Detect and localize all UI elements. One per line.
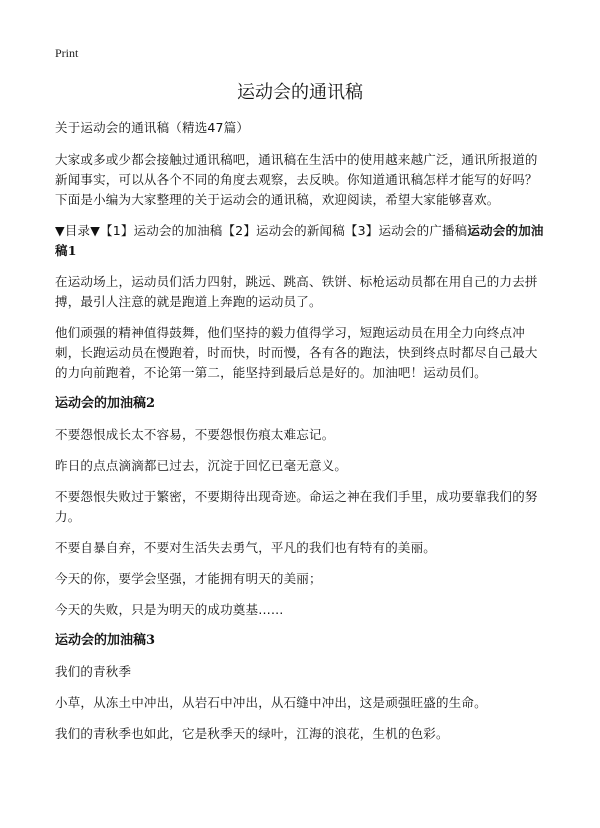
section-2-paragraph: 不要怨恨失败过于繁密，不要期待出现奇迹。命运之神在我们手里，成功要靠我们的努力。 <box>55 489 538 524</box>
section-1-heading: 运动会的加油稿1 <box>55 223 544 258</box>
table-of-contents <box>55 221 550 261</box>
section-1-paragraph: 在运动场上，运动员们活力四射，跳远、跳高、铁饼、标枪运动员都在用自己的力去拼搏，最引人注意的就是跑道上奔跑的运动员了。 <box>55 274 538 309</box>
section-2-paragraph: 不要怨恨成长太不容易，不要怨恨伤痕太难忘记。 <box>55 427 335 442</box>
section-3-paragraph: 我们的青秋季也如此，它是秋季天的绿叶，江海的浪花，生机的色彩。 <box>55 726 449 741</box>
article-subtitle: 关于运动会的通讯稿（精选47篇） <box>55 120 250 135</box>
intro-paragraph: 大家或多或少都会接触过通讯稿吧，通讯稿在生活中的使用越来越广泛，通讯所报道的新闻事实，可以从各个不同的角度去观察，去反映。你知道通讯稿怎样才能写的好吗？下面是小编为大家整理的关于运动会的通讯稿，欢迎阅读，希望大家能够喜欢。 <box>55 152 538 207</box>
section-3-paragraph: 我们的青秋季 <box>55 664 132 679</box>
section-2-paragraph: 今天的失败，只是为明天的成功奠基…… <box>55 602 284 617</box>
section-2-paragraph: 不要自暴自弃，不要对生活失去勇气，平凡的我们也有特有的美丽。 <box>55 540 437 555</box>
toc-links[interactable]: ▼目录▼【1】运动会的加油稿【2】运动会的新闻稿【3】运动会的广播稿 <box>55 223 468 238</box>
section-3-paragraph: 小草，从冻土中冲出，从岩石中冲出，从石缝中冲出，这是顽强旺盛的生命。 <box>55 695 487 710</box>
section-1-paragraph: 他们顽强的精神值得鼓舞，他们坚持的毅力值得学习，短跑运动员在用全力向终点冲刺，长跑运动员在慢跑着，时而快，时而慢，各有各的跑法，快到终点时都尽自己最大的力向前跑着，不论第一第二，能坚持到最后总是好的。加油吧！运动员们。 <box>55 325 538 380</box>
article-body <box>55 118 550 755</box>
page-title: 运动会的通讯稿 <box>237 82 363 103</box>
section-3-heading: 运动会的加油稿3 <box>55 633 156 648</box>
section-2-heading: 运动会的加油稿2 <box>55 396 156 411</box>
section-2-paragraph: 今天的你，要学会坚强，才能拥有明天的美丽； <box>55 571 322 586</box>
print-link[interactable]: Print <box>55 46 79 60</box>
section-2-paragraph: 昨日的点点滴滴都已过去，沉淀于回忆已毫无意义。 <box>55 458 348 473</box>
